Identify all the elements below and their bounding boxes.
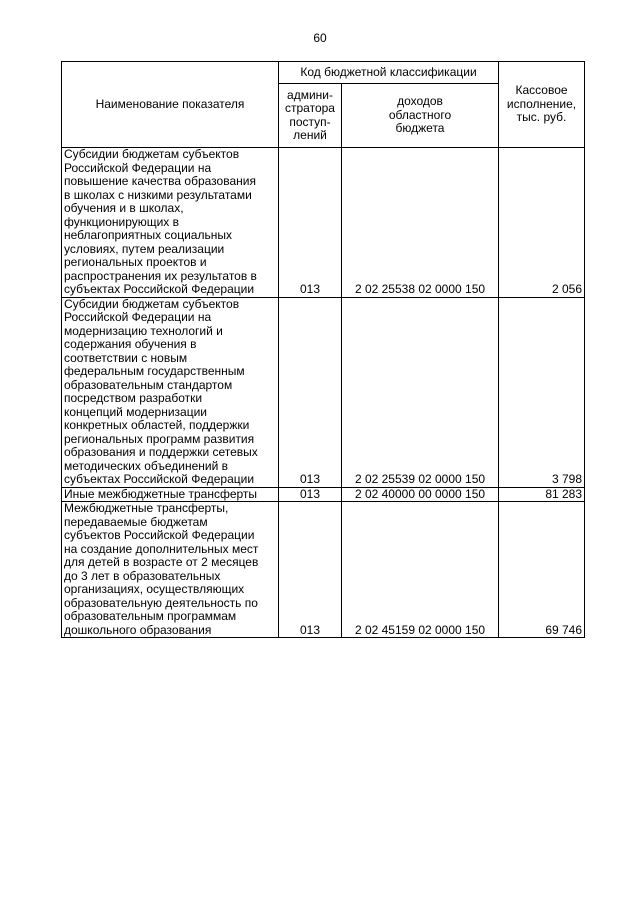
income-code-cell: 2 02 45159 02 0000 150	[342, 502, 499, 638]
income-code-cell: 2 02 25538 02 0000 150	[342, 148, 499, 298]
indicator-name-line: методических объединений в	[64, 458, 229, 473]
indicator-name-line: Межбюджетные трансферты,	[64, 501, 229, 515]
table-header	[62, 62, 585, 148]
indicator-name-line: неблагоприятных социальных	[64, 228, 232, 242]
table-row	[62, 148, 585, 298]
header-admin-line: поступ-	[289, 114, 331, 129]
header-code-group: Код бюджетной классификации	[279, 62, 499, 84]
indicator-name-line: концепций модернизации	[64, 404, 208, 419]
indicator-name-line: образования и поддержки сетевых	[64, 445, 258, 459]
indicator-name-line: посредством разработки	[64, 391, 203, 405]
indicator-name-line: Иные межбюджетные трансферты	[64, 486, 258, 501]
indicator-name-line: Российской Федерации на	[64, 160, 212, 175]
indicator-name-line: повышение качества образования	[64, 174, 256, 188]
indicator-name-line: организациях, осуществляющих	[64, 582, 245, 596]
indicator-name-cell	[62, 487, 279, 502]
indicator-name-line: субъектов Российской Федерации	[64, 528, 255, 542]
indicator-name-line: федеральным государственным	[64, 364, 245, 378]
budget-table	[61, 61, 585, 638]
header-amount	[499, 62, 585, 148]
income-code-cell: 2 02 25539 02 0000 150	[342, 297, 499, 487]
indicator-name-line: содержания обучения в	[64, 337, 197, 351]
indicator-name-line: функционирующих в	[64, 214, 180, 229]
table-row	[62, 502, 585, 638]
indicator-name-line: передаваемые бюджетам	[64, 514, 208, 529]
header-amount-line: тыс. руб.	[516, 110, 567, 125]
indicator-name-line: Субсидии бюджетам субъектов	[64, 147, 240, 161]
indicator-name-line: для детей в возрасте от 2 месяцев	[64, 555, 259, 569]
indicator-name-line: соответствии с новым	[64, 350, 188, 365]
header-name: Наименование показателя	[62, 62, 279, 148]
administrator-code-cell: 013	[279, 487, 342, 502]
cash-execution-cell: 69 746	[499, 502, 585, 638]
header-income-line: бюджета	[395, 121, 445, 136]
cash-execution-cell: 2 056	[499, 148, 585, 298]
header-admin-line: лений	[293, 128, 327, 142]
header-income-line: областного	[388, 107, 452, 122]
header-amount-line: исполнение,	[506, 96, 577, 111]
indicator-name-line: модернизацию технологий и	[64, 323, 223, 338]
header-income	[342, 84, 499, 148]
indicator-name-line: образовательную деятельность по	[64, 595, 258, 610]
cash-execution-cell: 3 798	[499, 297, 585, 487]
indicator-name-line: конкретных областей, поддержки	[64, 418, 250, 432]
page-number: 60	[313, 31, 327, 45]
indicator-name-line: региональных проектов и	[64, 255, 207, 269]
administrator-code-cell: 013	[279, 502, 342, 638]
indicator-name-line: обучения и в школах,	[64, 201, 184, 215]
indicator-name-cell	[62, 502, 279, 638]
indicator-name-line: субъектах Российской Федерации	[64, 472, 255, 486]
indicator-name-line: субъектах Российской Федерации	[64, 282, 255, 296]
indicator-name-line: образовательным стандартом	[64, 377, 233, 392]
header-amount-line: Кассовое	[515, 83, 568, 98]
header-admin	[279, 84, 342, 148]
cash-execution-cell: 81 283	[499, 487, 585, 502]
header-income-line: доходов	[397, 94, 443, 109]
indicator-name-line: Субсидии бюджетам субъектов	[64, 296, 240, 311]
indicator-name-line: распространения их результатов в	[64, 268, 257, 283]
table-body	[62, 148, 585, 638]
indicator-name-line: образовательным программам	[64, 609, 237, 623]
table-row	[62, 487, 585, 502]
indicator-name-line: региональных программ развития	[64, 431, 255, 446]
indicator-name-cell	[62, 297, 279, 487]
indicator-name-line: дошкольного образования	[64, 622, 212, 637]
administrator-code-cell: 013	[279, 297, 342, 487]
indicator-name-line: на создание дополнительных мест	[64, 541, 259, 556]
indicator-name-line: Российской Федерации на	[64, 310, 212, 324]
header-admin-line: админи-	[287, 87, 333, 102]
indicator-name-line: условиях, путем реализации	[64, 241, 225, 256]
table-row	[62, 297, 585, 487]
indicator-name-cell	[62, 148, 279, 298]
indicator-name-line: до 3 лет в образовательных	[64, 568, 221, 583]
income-code-cell: 2 02 40000 00 0000 150	[342, 487, 499, 502]
administrator-code-cell: 013	[279, 148, 342, 298]
header-admin-line: стратора	[285, 101, 335, 115]
indicator-name-line: в школах с низкими результатами	[64, 187, 252, 202]
